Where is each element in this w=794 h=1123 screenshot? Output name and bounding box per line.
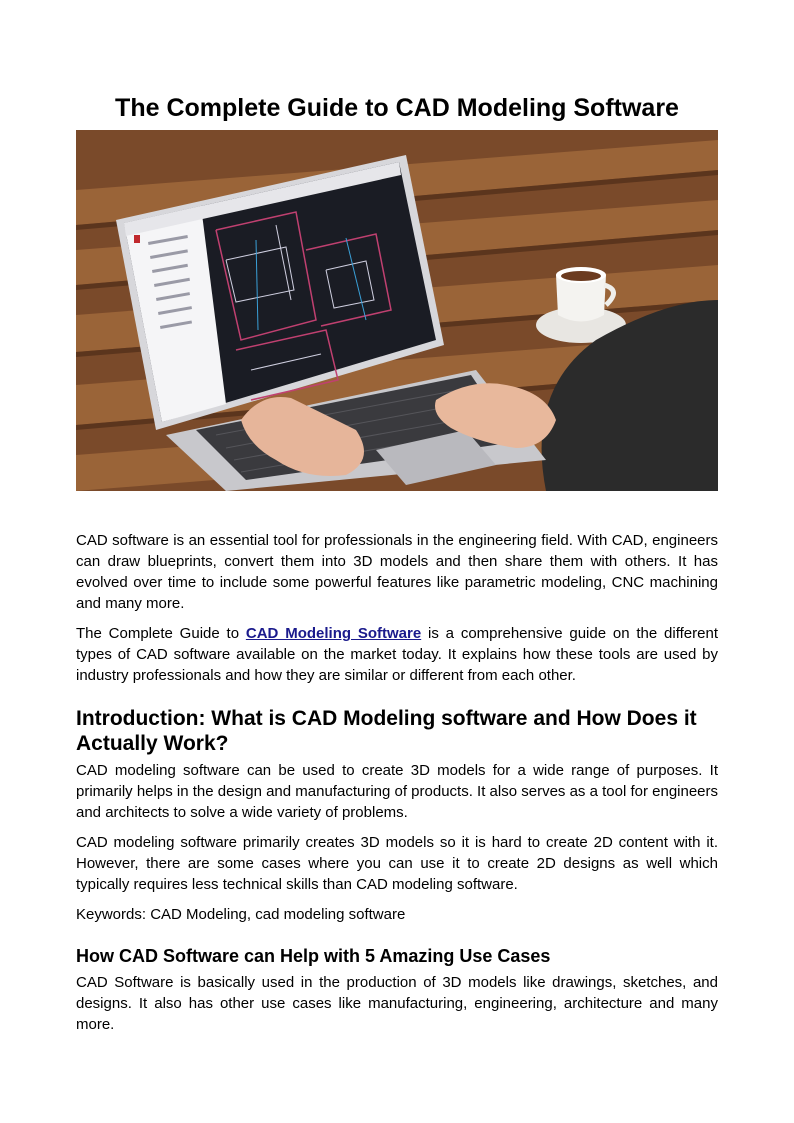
- intro-paragraph-2: [76, 623, 718, 686]
- intro-paragraph-1: CAD software is an essential tool for professionals in the engineering field. With CAD, engineers can draw blueprints, convert them into 3D models and then share them with others. It has evolved over time to include some powerful features like parametric modeling, CNC machining and many more.: [76, 532, 718, 612]
- section1-paragraph-2: CAD modeling software primarily creates 3D models so it is hard to create 2D content with it. However, there are some cases where you can use it to create 2D designs as well which typically requires less technical skills than CAD modeling software.: [76, 834, 718, 893]
- section1-paragraph-1: CAD modeling software can be used to create 3D models for a wide range of purposes. It primarily helps in the design and manufacturing of products. It also serves as a tool for engineers and architects to solve a wide variety of problems.: [76, 762, 719, 821]
- keywords-line: Keywords: CAD Modeling, cad modeling software: [76, 906, 406, 923]
- section-heading-introduction: Introduction: What is CAD Modeling software and How Does it Actually Work?: [76, 707, 697, 755]
- intro-paragraph-2-rest: is a comprehensive guide on the different types of CAD software available on the market today. It explains how these tools are used by industry professionals and how they are similar or different from each other.: [76, 625, 718, 684]
- section-heading-use-cases: How CAD Software can Help with 5 Amazing Use Cases: [76, 946, 551, 966]
- intro-paragraph-2-lead: The Complete Guide to: [76, 625, 246, 642]
- cad-modeling-software-link[interactable]: CAD Modeling Software: [245, 625, 422, 642]
- page-title: The Complete Guide to CAD Modeling Software: [115, 94, 679, 122]
- article-body: [76, 530, 718, 1044]
- hero-image: [76, 130, 718, 491]
- section2-paragraph-1: CAD Software is basically used in the production of 3D models like drawings, sketches, and designs. It also has other use cases like manufacturing, engineering, architecture and many more.: [76, 974, 718, 1033]
